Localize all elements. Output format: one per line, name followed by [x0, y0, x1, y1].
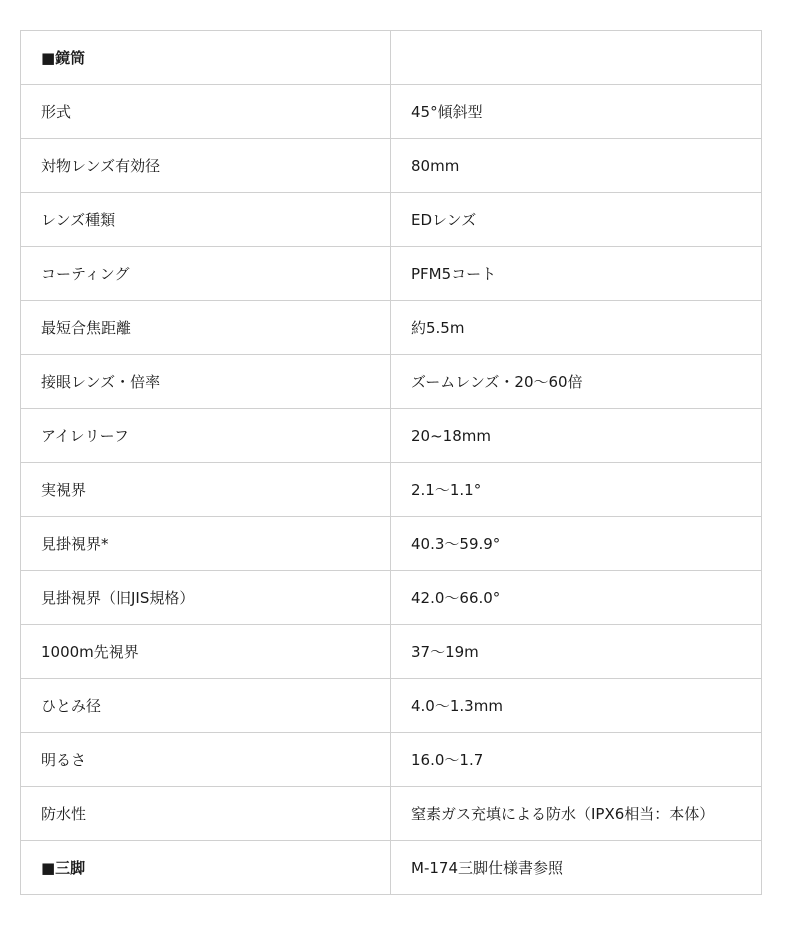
spec-table — [20, 30, 762, 895]
spec-value: 42.0〜66.0° — [391, 571, 762, 625]
spec-value: EDレンズ — [391, 193, 762, 247]
spec-value: 40.3〜59.9° — [391, 517, 762, 571]
table-row — [21, 787, 762, 841]
section-heading: ■鏡筒 — [21, 31, 391, 85]
spec-value: 2.1〜1.1° — [391, 463, 762, 517]
spec-label: 見掛視界* — [21, 517, 391, 571]
section-heading: ■三脚 — [21, 841, 391, 895]
spec-label: 実視界 — [21, 463, 391, 517]
spec-label: 1000m先視界 — [21, 625, 391, 679]
spec-value: 80mm — [391, 139, 762, 193]
spec-label: ひとみ径 — [21, 679, 391, 733]
spec-value: 20~18mm — [391, 409, 762, 463]
spec-label: 見掛視界（旧JIS規格） — [21, 571, 391, 625]
table-row — [21, 625, 762, 679]
table-row — [21, 85, 762, 139]
table-row — [21, 247, 762, 301]
spec-label: 接眼レンズ・倍率 — [21, 355, 391, 409]
spec-value: 窒素ガス充填による防水（IPX6相当：本体） — [391, 787, 762, 841]
table-row — [21, 409, 762, 463]
spec-value: 45°傾斜型 — [391, 85, 762, 139]
spec-value: PFM5コート — [391, 247, 762, 301]
spec-label: アイレリーフ — [21, 409, 391, 463]
spec-value: ズームレンズ・20〜60倍 — [391, 355, 762, 409]
spec-value: 37〜19m — [391, 625, 762, 679]
table-row — [21, 31, 762, 85]
spec-label: 対物レンズ有効径 — [21, 139, 391, 193]
table-row — [21, 139, 762, 193]
spec-value: 4.0〜1.3mm — [391, 679, 762, 733]
spec-label: 形式 — [21, 85, 391, 139]
table-row — [21, 193, 762, 247]
table-row — [21, 355, 762, 409]
spec-label: 最短合焦距離 — [21, 301, 391, 355]
spec-value: M-174三脚仕様書参照 — [391, 841, 762, 895]
spec-value — [391, 31, 762, 85]
spec-value: 約5.5m — [391, 301, 762, 355]
table-row — [21, 733, 762, 787]
table-row — [21, 679, 762, 733]
spec-label: 明るさ — [21, 733, 391, 787]
spec-value: 16.0〜1.7 — [391, 733, 762, 787]
spec-label: 防水性 — [21, 787, 391, 841]
table-row — [21, 301, 762, 355]
table-row — [21, 463, 762, 517]
table-row — [21, 571, 762, 625]
table-row — [21, 517, 762, 571]
spec-label: レンズ種類 — [21, 193, 391, 247]
table-row — [21, 841, 762, 895]
spec-table-body — [21, 31, 762, 895]
spec-label: コーティング — [21, 247, 391, 301]
